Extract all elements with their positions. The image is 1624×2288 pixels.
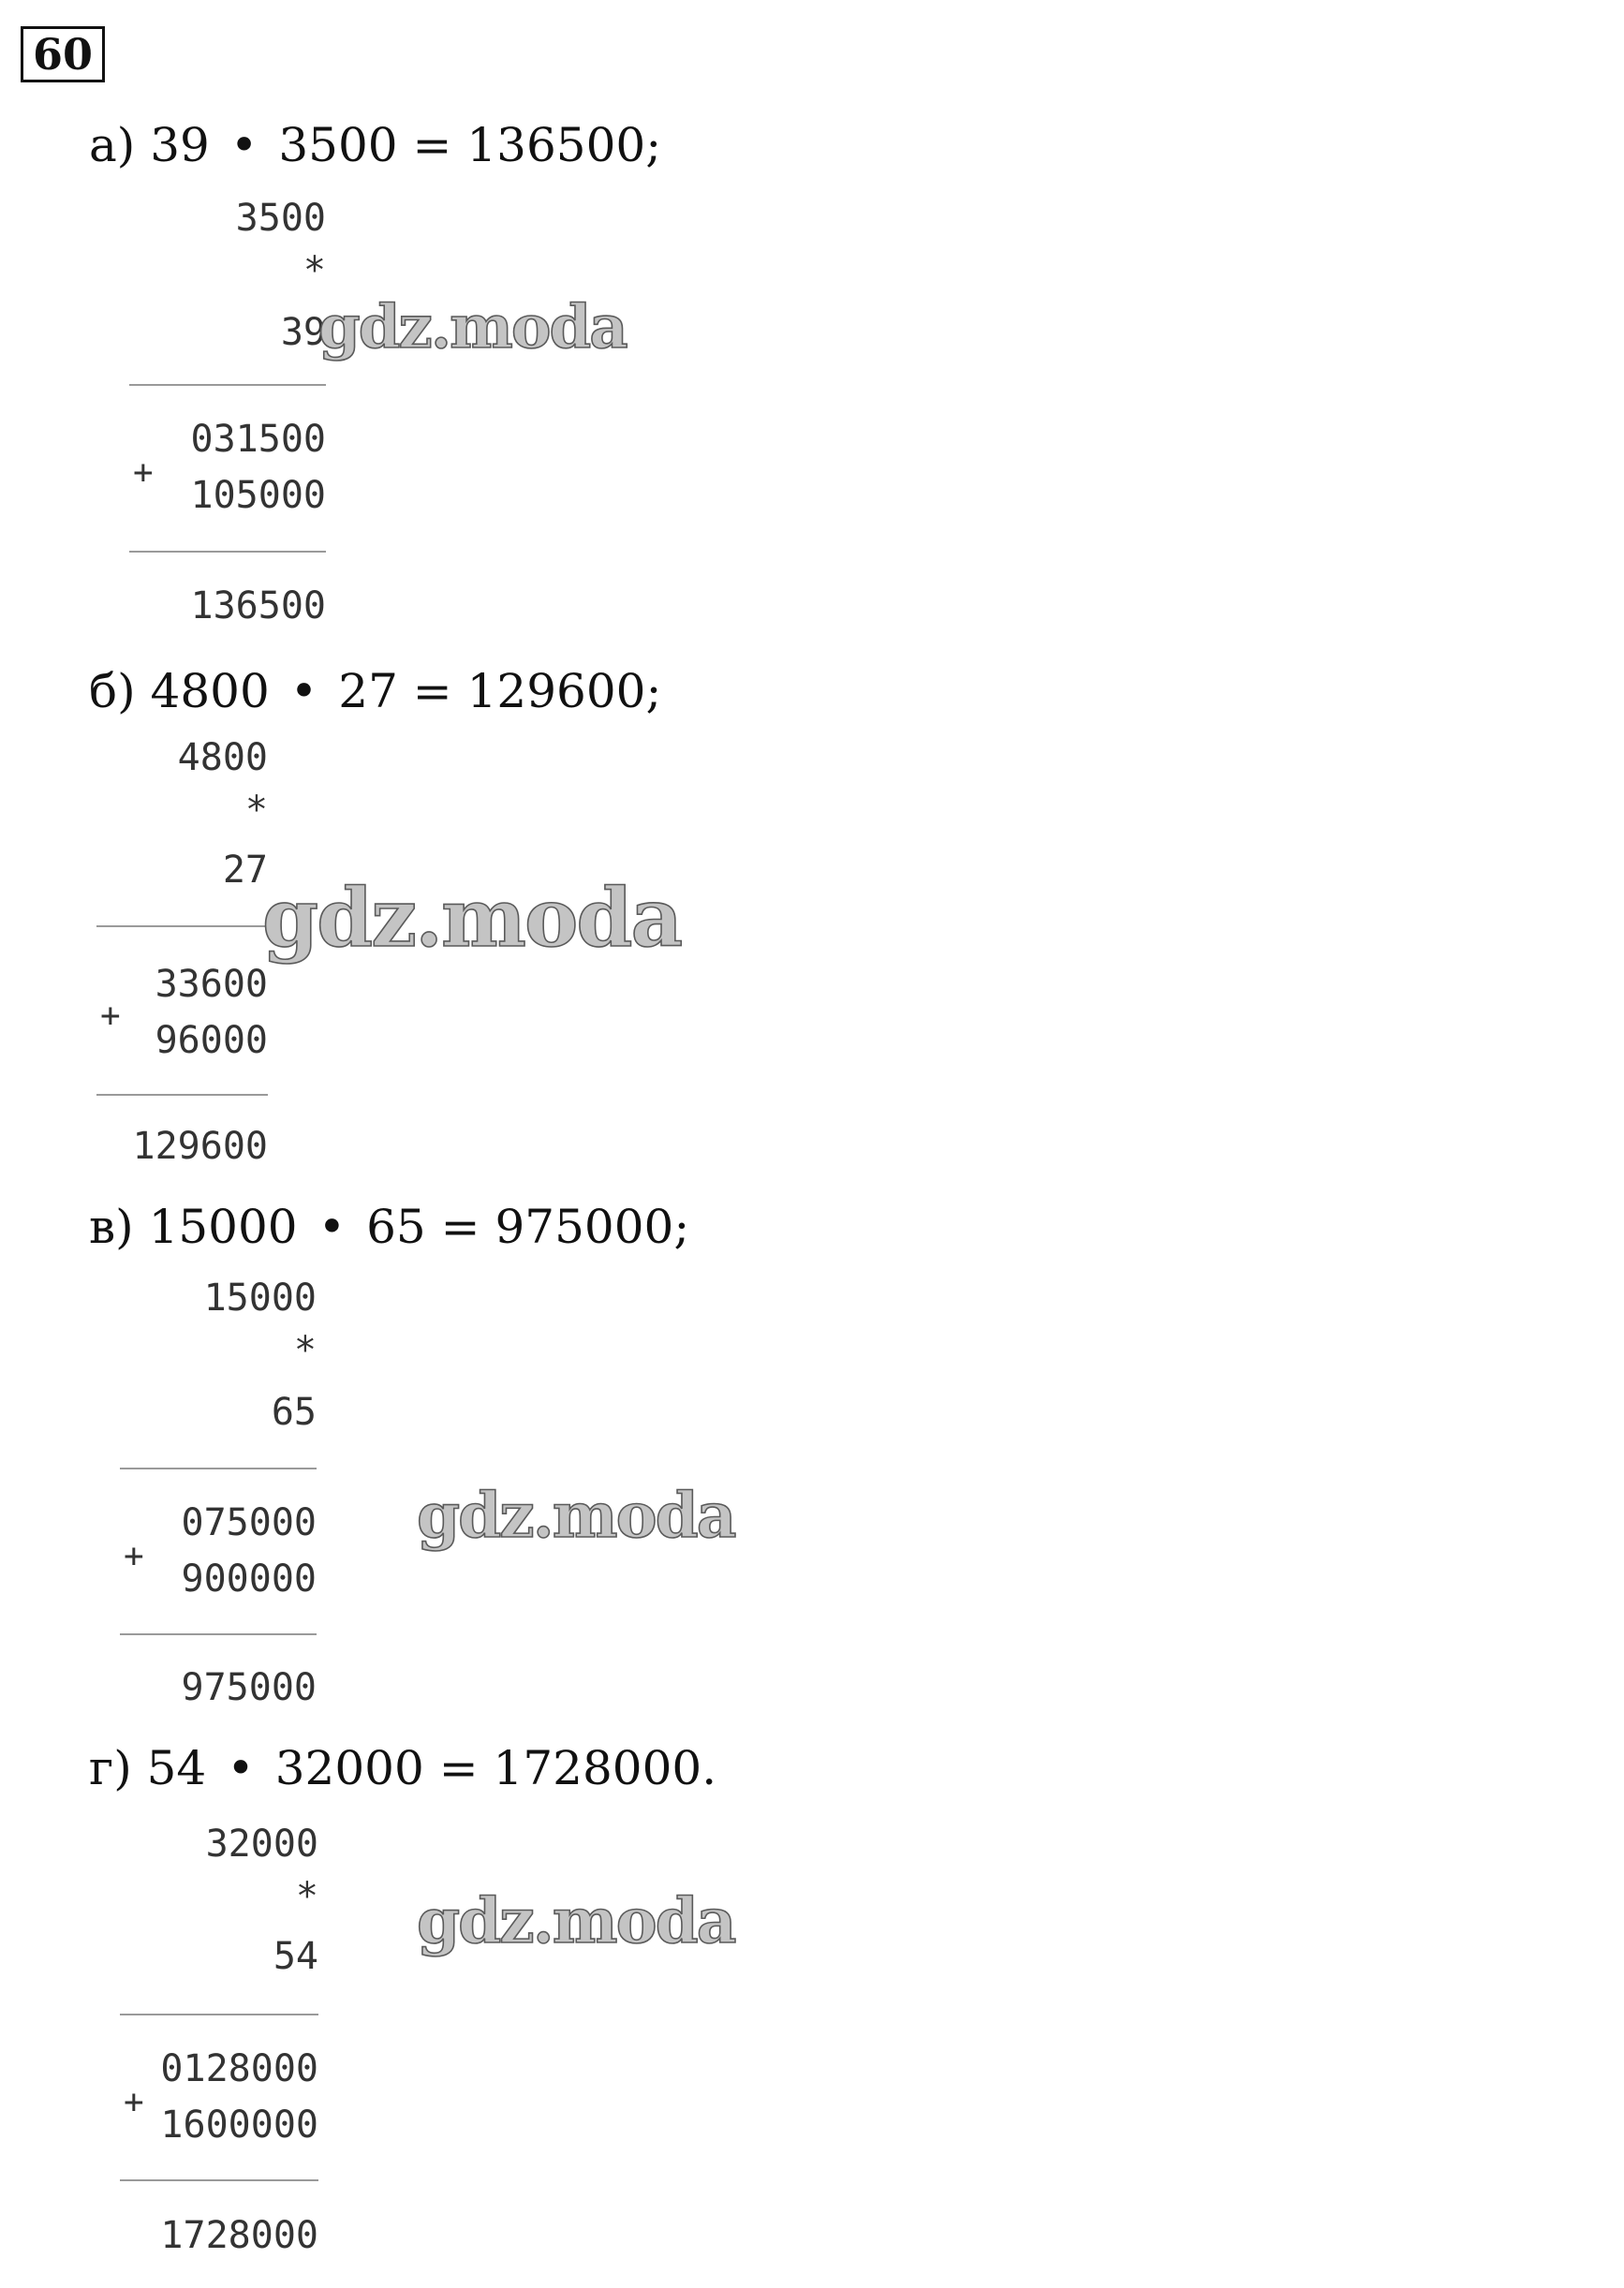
equals-sign: = <box>438 1741 479 1795</box>
equation-right: 27 <box>338 664 398 718</box>
equation-result: 1728000. <box>493 1741 717 1795</box>
plus-sign: + <box>100 996 121 1035</box>
multiply-dot: • <box>227 1741 255 1795</box>
equation-left: 4800 <box>150 664 270 718</box>
equation-label: б) <box>89 664 136 718</box>
equation-label: в) <box>89 1200 134 1254</box>
task-number: 60 <box>21 26 105 82</box>
multiply-dot: • <box>229 118 258 172</box>
multiply-dot: • <box>289 664 318 718</box>
multiply-sign: * <box>295 1875 318 1918</box>
column-multiplication-a <box>129 192 326 637</box>
rule-line <box>120 2179 318 2181</box>
multiplicand: 15000 <box>203 1277 317 1320</box>
product-total: 129600 <box>132 1125 268 1168</box>
partial-product-1: 075000 <box>181 1501 317 1544</box>
partial-product-1: 33600 <box>155 963 268 1006</box>
equation-right: 32000 <box>274 1741 424 1795</box>
multiplicand: 3500 <box>235 197 326 240</box>
equation-result: 136500; <box>466 118 662 172</box>
equation-right: 65 <box>366 1200 426 1254</box>
product-total: 136500 <box>190 584 326 627</box>
equation-result: 129600; <box>466 664 662 718</box>
plus-sign: + <box>124 2083 144 2121</box>
multiply-dot: • <box>317 1200 347 1254</box>
partial-product-2: 105000 <box>190 474 326 517</box>
multiply-sign: * <box>303 249 326 292</box>
rule-line <box>96 1094 268 1096</box>
partial-product-2: 96000 <box>155 1019 268 1062</box>
rule-line <box>120 1633 317 1635</box>
rule-line <box>120 1468 317 1469</box>
equation-d <box>89 1740 716 1796</box>
rule-line <box>129 384 326 386</box>
partial-product-2: 1600000 <box>160 2103 318 2147</box>
product-total: 1728000 <box>160 2214 318 2257</box>
multiplier: 27 <box>222 849 268 892</box>
rule-line <box>96 925 268 927</box>
partial-product-1: 0128000 <box>160 2047 318 2090</box>
watermark: gdz.moda <box>417 1884 735 1957</box>
equation-right: 3500 <box>278 118 398 172</box>
equals-sign: = <box>412 664 452 718</box>
multiplier: 65 <box>271 1391 317 1434</box>
plus-sign: + <box>133 453 154 492</box>
equals-sign: = <box>440 1200 480 1254</box>
equation-left: 54 <box>146 1741 207 1795</box>
multiplicand: 4800 <box>177 736 268 779</box>
equation-label: а) <box>89 118 136 172</box>
equation-a <box>89 117 661 173</box>
partial-product-2: 900000 <box>181 1557 317 1601</box>
equation-left: 15000 <box>148 1200 298 1254</box>
product-total: 975000 <box>181 1666 317 1709</box>
column-multiplication-c <box>120 1276 317 1725</box>
equation-c <box>89 1199 689 1255</box>
watermark: gdz.moda <box>417 1479 735 1552</box>
rule-line <box>129 551 326 553</box>
equation-b <box>89 663 661 719</box>
multiply-sign: * <box>293 1329 317 1372</box>
multiplier: 54 <box>273 1935 318 1978</box>
equation-left: 39 <box>150 118 210 172</box>
equals-sign: = <box>412 118 452 172</box>
watermark: gdz.moda <box>262 871 682 966</box>
partial-product-1: 031500 <box>190 418 326 461</box>
equation-label: г) <box>89 1741 132 1795</box>
rule-line <box>120 2014 318 2015</box>
column-multiplication-d <box>120 1822 318 2271</box>
multiplicand: 32000 <box>205 1823 318 1866</box>
equation-result: 975000; <box>495 1200 690 1254</box>
plus-sign: + <box>124 1537 144 1575</box>
watermark: gdz.moda <box>318 292 627 362</box>
multiplier: 39 <box>280 311 326 354</box>
column-multiplication-b <box>96 735 268 1180</box>
multiply-sign: * <box>244 789 268 832</box>
